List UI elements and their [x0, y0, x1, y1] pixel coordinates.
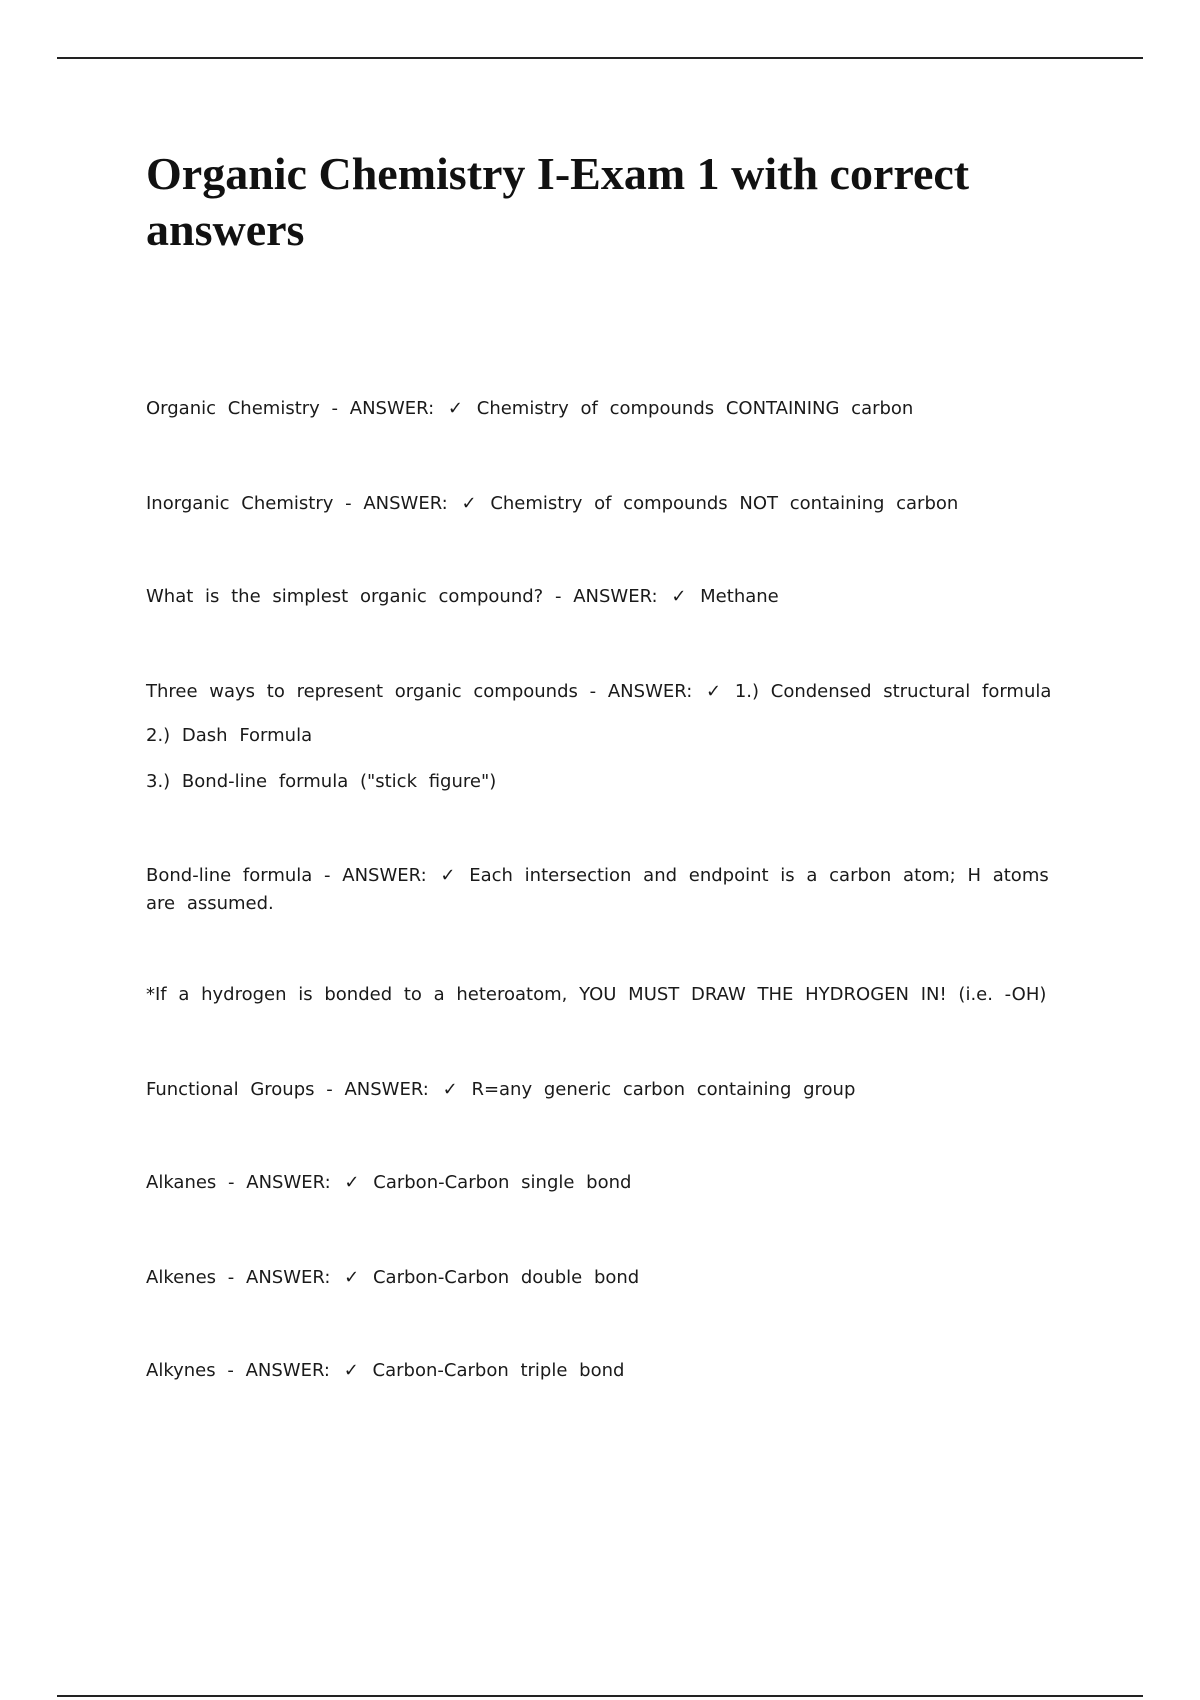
qa-separator: -	[324, 865, 331, 886]
answer-label: ANSWER:	[246, 1172, 331, 1193]
qa-item-alkenes	[146, 1264, 1076, 1292]
checkmark-icon: ✓	[344, 1172, 360, 1193]
qa-term: Alkenes	[146, 1267, 217, 1288]
top-rule	[57, 57, 1143, 59]
qa-separator: -	[589, 681, 597, 702]
qa-item-alkynes	[146, 1357, 1076, 1385]
checkmark-icon: ✓	[440, 865, 456, 886]
checkmark-icon: ✓	[461, 493, 477, 514]
qa-answer: 1.) Condensed structural formula	[734, 681, 1052, 702]
qa-item-three-ways	[146, 678, 1076, 706]
checkmark-icon: ✓	[442, 1079, 458, 1100]
qa-continuation-line: 3.) Bond-line formula ("stick figure")	[146, 771, 497, 792]
answer-label: ANSWER:	[607, 681, 693, 702]
checkmark-icon: ✓	[343, 1360, 359, 1381]
answer-label: ANSWER:	[349, 398, 435, 419]
qa-separator: -	[554, 586, 562, 607]
checkmark-icon: ✓	[671, 586, 687, 607]
qa-item-organic-chemistry	[146, 395, 1076, 423]
checkmark-icon: ✓	[447, 398, 464, 419]
hydrogen-note: *If a hydrogen is bonded to a heteroatom, YOU MUST DRAW THE HYDROGEN IN! (i.e. -OH)	[146, 984, 1047, 1005]
qa-separator: -	[326, 1079, 333, 1100]
qa-term: Bond-line formula	[146, 865, 313, 886]
qa-item-alkanes	[146, 1169, 1076, 1197]
answer-label: ANSWER:	[573, 586, 658, 607]
qa-answer: Each intersection and endpoint is a carbon atom; H atoms are assumed.	[146, 865, 1049, 914]
checkmark-icon: ✓	[706, 681, 722, 702]
qa-answer: Carbon-Carbon triple bond	[372, 1360, 625, 1381]
qa-item-bond-line-formula	[146, 862, 1071, 918]
qa-separator: -	[331, 398, 339, 419]
qa-separator: -	[228, 1172, 235, 1193]
qa-answer: R=any generic carbon containing group	[471, 1079, 856, 1100]
document-title: Organic Chemistry I-Exam 1 with correct answers	[146, 148, 970, 255]
qa-term: Organic Chemistry	[146, 398, 320, 419]
qa-answer: Methane	[700, 586, 779, 607]
qa-answer: Carbon-Carbon single bond	[373, 1172, 632, 1193]
qa-term: Three ways to represent organic compounds	[146, 681, 578, 702]
qa-answer: Carbon-Carbon double bond	[372, 1267, 640, 1288]
qa-term: Alkanes	[146, 1172, 217, 1193]
qa-separator: -	[227, 1360, 234, 1381]
answer-label: ANSWER:	[246, 1267, 331, 1288]
checkmark-icon: ✓	[344, 1267, 360, 1288]
qa-item-simplest-compound	[146, 583, 1076, 611]
qa-item-inorganic-chemistry	[146, 490, 1076, 518]
bottom-rule	[57, 1695, 1143, 1697]
answer-label: ANSWER:	[344, 1079, 429, 1100]
qa-continuation-line: 2.) Dash Formula	[146, 725, 313, 746]
qa-term: What is the simplest organic compound?	[146, 586, 544, 607]
qa-term: Functional Groups	[146, 1079, 315, 1100]
answer-label: ANSWER:	[363, 493, 448, 514]
qa-term: Alkynes	[146, 1360, 216, 1381]
qa-answer: Chemistry of compounds NOT containing carbon	[490, 493, 959, 514]
qa-term: Inorganic Chemistry	[146, 493, 334, 514]
answer-label: ANSWER:	[342, 865, 427, 886]
qa-item-functional-groups	[146, 1076, 1076, 1104]
qa-answer: Chemistry of compounds CONTAINING carbon	[476, 398, 914, 419]
answer-label: ANSWER:	[245, 1360, 330, 1381]
qa-separator: -	[345, 493, 352, 514]
qa-separator: -	[227, 1267, 235, 1288]
